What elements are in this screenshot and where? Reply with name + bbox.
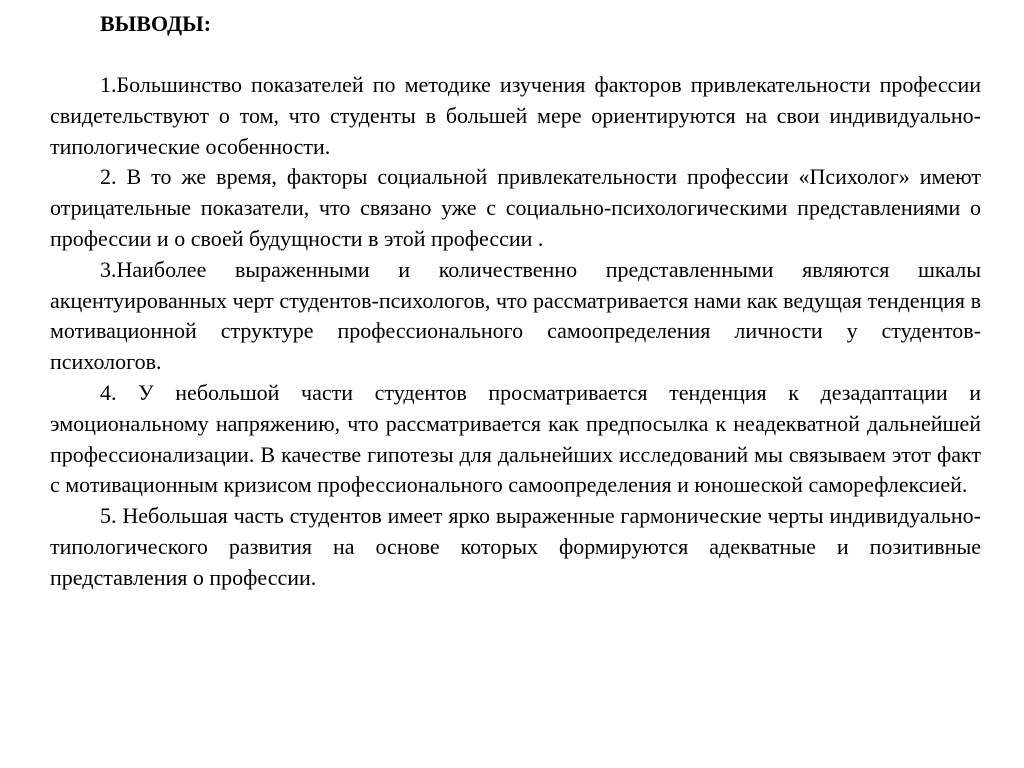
conclusion-item-1: 1.Большинство показателей по методике изучения факторов привлекательности профессии свидетельствуют о том, что студенты в большей мере ориентируются на свои индивидуально-типологические особенности. xyxy=(50,72,981,159)
slide-content xyxy=(50,8,981,594)
heading-spacer xyxy=(50,39,981,70)
conclusions-heading: ВЫВОДЫ: xyxy=(100,11,212,36)
conclusion-item-4: 4. У небольшой части студентов просматривается тенденция к дезадаптации и эмоциональному напряжению, что рассматривается как предпосылка к неадекватной дальнейшей профессионализации. В качестве гипотезы для дальнейших исследований мы связываем этот факт с мотивационным кризисом профессионального самоопределения и юношеской саморефлексией. xyxy=(50,379,981,498)
conclusion-item-2: 2. В то же время, факторы социальной привлекательности профессии «Психолог» имеют отрицательные показатели, что связано уже с социально-психологическими представлениями о профессии и о своей будущности в этой профессии . xyxy=(50,164,981,251)
conclusion-item-3: 3.Наиболее выраженными и количественно представленными являются шкалы акцентуированных черт студентов-психологов, что рассматривается нами как ведущая тенденция в мотивационной структуре профессионального самоопределения личности у студентов-психологов. xyxy=(50,256,981,375)
conclusion-item-5: 5. Небольшая часть студентов имеет ярко выраженные гармонические черты индивидуально-типологического развития на основе которых формируются адекватные и позитивные представления о профессии. xyxy=(50,503,981,590)
